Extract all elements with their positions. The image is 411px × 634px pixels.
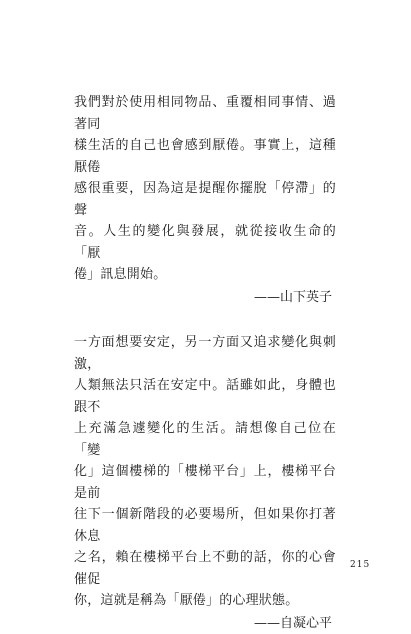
quote-block-2 (74, 332, 336, 634)
quote-block-1 (74, 92, 336, 308)
quote-2-line-5: 往下一個新階段的必要場所，但如果你打著休息 (74, 507, 336, 544)
page-number: 215 (350, 560, 370, 570)
quote-2-line-2: 人類無法只活在安定中。話雖如此，身體也跟不 (74, 378, 336, 415)
quote-1-line-3: 感很重要，因為這是提醒你擺脫「停滯」的聲 (74, 181, 336, 218)
quote-2-line-7: 你，這就是稱為「厭倦」的心理狀態。 (74, 593, 298, 608)
quote-1-line-2: 樣生活的自己也會感到厭倦。事實上，這種厭倦 (74, 138, 336, 175)
quote-1-line-1: 我們對於使用相同物品、重覆相同事情、過著同 (74, 95, 336, 132)
quote-2-line-4: 化」這個樓梯的「樓梯平台」上，樓梯平台是前 (74, 464, 336, 501)
quote-2-line-3: 上充滿急遽變化的生活。請想像自己位在「變 (74, 421, 336, 458)
quote-1-author: ——山下英子 (74, 287, 336, 309)
quote-2-author: ——自凝心平 (74, 613, 336, 634)
quote-2-paragraph (74, 332, 336, 612)
quote-1-paragraph (74, 92, 336, 286)
quote-2-line-1: 一方面想要安定，另一方面又追求變化與刺激， (74, 335, 336, 372)
quote-1-line-4: 音。人生的變化與發展，就從接收生命的「厭 (74, 224, 336, 261)
quote-1-line-5: 倦」訊息開始。 (74, 267, 166, 282)
quote-2-line-6: 之名，賴在樓梯平台上不動的話，你的心會催促 (74, 550, 336, 587)
